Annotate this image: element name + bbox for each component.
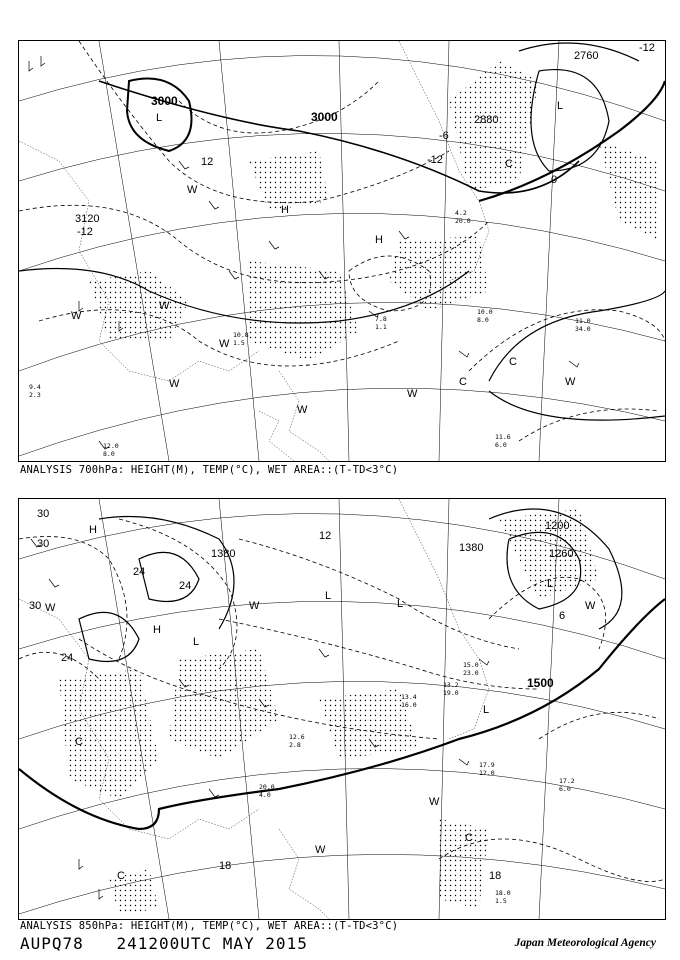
warm-center-marker: W — [429, 796, 440, 808]
cold-center-marker: C — [509, 356, 517, 368]
station-obs-temp: 10.0 — [477, 308, 493, 316]
high-center-marker: H — [153, 624, 161, 636]
cold-center-marker: C — [75, 736, 83, 748]
height-label: 3120 — [75, 213, 100, 225]
height-label: 1380 — [459, 542, 484, 554]
station-obs-temp: 10.8 — [233, 331, 249, 339]
warm-center-marker: W — [169, 378, 180, 390]
station-obs-dewpoint: 20.0 — [455, 217, 471, 225]
station-obs-dewpoint: 19.0 — [443, 689, 459, 697]
station-obs-dewpoint: 6.0 — [559, 785, 571, 793]
lat-lon-grid — [19, 41, 665, 461]
caption-850hpa: ANALYSIS 850hPa: HEIGHT(M), TEMP(°C), WET AREA::(T-TD<3°C) — [20, 920, 399, 932]
height-label: 1260 — [549, 548, 574, 560]
station-obs-dewpoint: 16.0 — [401, 701, 417, 709]
height-label: 2760 — [574, 50, 599, 62]
chart-header — [20, 934, 330, 953]
high-center-marker: H — [281, 204, 289, 216]
height-label: 3000 — [311, 110, 338, 124]
low-center-marker: L — [325, 590, 332, 602]
station-obs-temp: 12.0 — [103, 442, 119, 450]
station-obs-temp: 18.0 — [495, 889, 511, 897]
station-obs-temp: 7.8 — [375, 315, 387, 323]
cold-center-marker: C — [459, 376, 467, 388]
station-obs-dewpoint: 1.5 — [495, 897, 507, 905]
station-obs-temp: 11.0 — [575, 317, 591, 325]
temp-label: 12 — [319, 530, 332, 542]
map-700hpa-svg — [19, 41, 665, 461]
station-obs-temp: 13.4 — [401, 693, 417, 701]
cold-center-marker: C — [505, 158, 513, 170]
low-center-marker: L — [397, 598, 404, 610]
height-label: 2880 — [474, 114, 499, 126]
temp-label: 24 — [61, 652, 74, 664]
station-obs-dewpoint: 4.0 — [259, 791, 271, 799]
warm-center-marker: W — [297, 404, 308, 416]
station-obs-dewpoint: 6.0 — [495, 441, 507, 449]
temp-label: -12 — [639, 42, 655, 54]
temp-label: 0 — [551, 174, 558, 186]
station-obs-dewpoint: 1.1 — [375, 323, 387, 331]
station-obs-temp: 20.0 — [259, 783, 275, 791]
station-obs-dewpoint: 8.0 — [103, 450, 115, 458]
temp-label: 24 — [133, 566, 146, 578]
station-obs-temp: 11.6 — [495, 433, 511, 441]
warm-center-marker: W — [565, 376, 576, 388]
temp-label: 30 — [29, 600, 42, 612]
station-obs-dewpoint: 23.0 — [463, 669, 479, 677]
high-center-marker: H — [89, 524, 97, 536]
temp-label: 12 — [201, 156, 214, 168]
map-panel-700hpa — [18, 40, 666, 462]
low-center-marker: L — [193, 636, 200, 648]
station-obs-dewpoint: 12.0 — [479, 769, 495, 777]
station-obs-temp: 4.2 — [455, 209, 467, 217]
station-obs-dewpoint: 1.5 — [233, 339, 245, 347]
map-panel-850hpa — [18, 498, 666, 920]
height-label: 1200 — [545, 520, 570, 532]
warm-center-marker: W — [249, 600, 260, 612]
low-center-marker: L — [557, 100, 564, 112]
warm-center-marker: W — [71, 310, 82, 322]
height-label: 1380 — [211, 548, 236, 560]
low-center-marker: L — [156, 112, 163, 124]
warm-center-marker: W — [219, 338, 230, 350]
temp-label: -12 — [77, 226, 93, 238]
station-obs-temp: 15.0 — [463, 661, 479, 669]
height-label: 1500 — [527, 676, 554, 690]
cold-center-marker: C — [465, 832, 473, 844]
station-obs-temp: 17.9 — [479, 761, 495, 769]
warm-center-marker: W — [585, 600, 596, 612]
chart-code: AUPQ78 — [20, 934, 84, 953]
warm-center-marker: W — [159, 300, 170, 312]
low-center-marker: L — [483, 704, 490, 716]
temp-label: -6 — [439, 130, 449, 142]
agency-name: Japan Meteorological Agency — [514, 937, 656, 949]
station-obs-dewpoint: 2.8 — [289, 741, 301, 749]
cold-center-marker: C — [117, 870, 125, 882]
temp-label: 6 — [559, 610, 566, 622]
warm-center-marker: W — [315, 844, 326, 856]
temp-label: -12 — [427, 154, 443, 166]
station-obs-temp: 12.6 — [289, 733, 305, 741]
caption-700hpa: ANALYSIS 700hPa: HEIGHT(M), TEMP(°C), WET AREA::(T-TD<3°C) — [20, 464, 399, 476]
high-center-marker: H — [375, 234, 383, 246]
station-obs-dewpoint: 34.0 — [575, 325, 591, 333]
temp-label: 18 — [219, 860, 232, 872]
temp-label: 30 — [37, 538, 50, 550]
height-label: 3000 — [151, 94, 178, 108]
temp-label: 18 — [489, 870, 502, 882]
station-obs-temp: 13.2 — [443, 681, 459, 689]
temp-label: 30 — [37, 508, 50, 520]
valid-datetime: 241200UTC MAY 2015 — [116, 934, 308, 953]
station-obs-temp: 17.2 — [559, 777, 575, 785]
station-obs-dewpoint: 8.0 — [477, 316, 489, 324]
warm-center-marker: W — [187, 184, 198, 196]
map-850hpa-svg — [19, 499, 665, 919]
low-center-marker: L — [547, 578, 554, 590]
station-obs-dewpoint: 2.3 — [29, 391, 41, 399]
warm-center-marker: W — [407, 388, 418, 400]
height-contours — [19, 43, 665, 420]
station-obs-temp: 9.4 — [29, 383, 41, 391]
warm-center-marker: W — [45, 602, 56, 614]
temp-label: 24 — [179, 580, 192, 592]
